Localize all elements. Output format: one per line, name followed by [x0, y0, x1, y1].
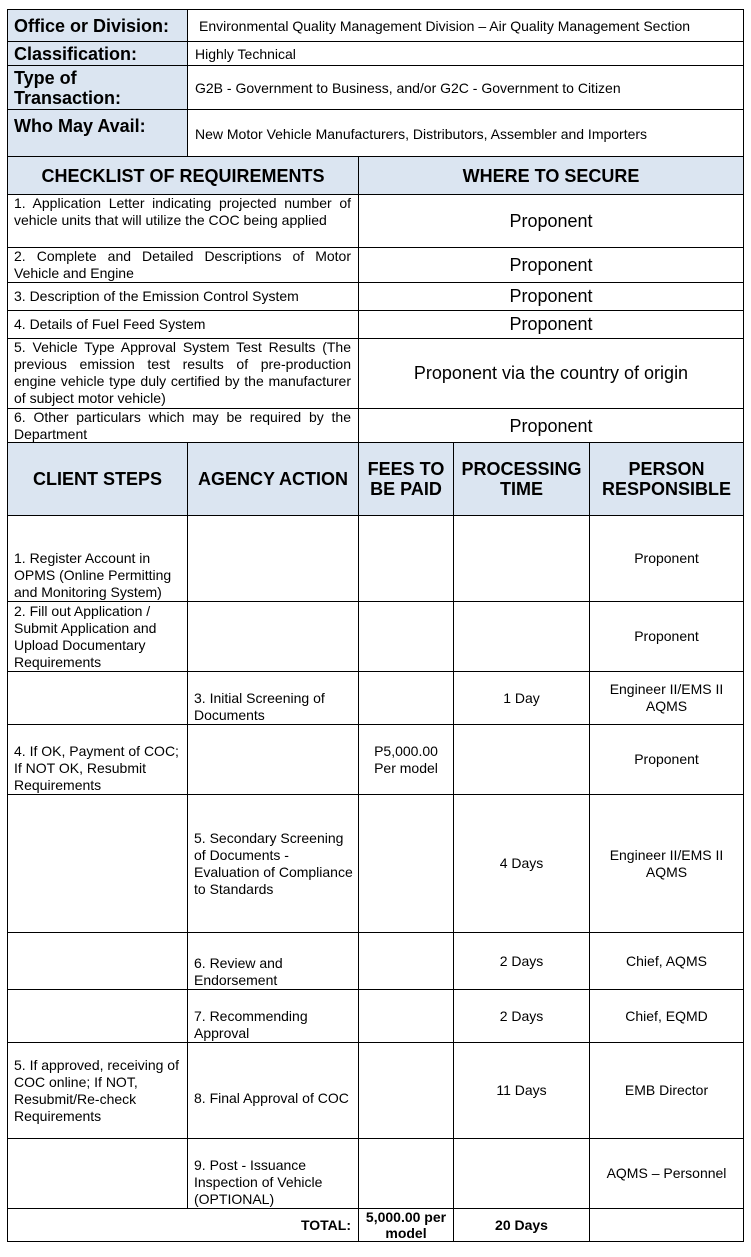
processing-time: [454, 516, 590, 602]
agency-action: 5. Secondary Screening of Documents - Evaluation of Compliance to Standards: [188, 795, 359, 933]
requirement-item: 3. Description of the Emission Control System: [8, 283, 359, 311]
requirement-source: Proponent via the country of origin: [359, 339, 744, 409]
processing-time-header: PROCESSING TIME: [454, 443, 590, 516]
person-responsible: Proponent: [590, 602, 744, 672]
agency-action: 7. Recommending Approval: [188, 990, 359, 1043]
person-responsible: AQMS – Personnel: [590, 1139, 744, 1209]
transaction-type-label: Type of Transaction:: [8, 66, 188, 110]
person-responsible-header: PERSON RESPONSIBLE: [590, 443, 744, 516]
requirement-item: 6. Other particulars which may be required by the Department: [8, 409, 359, 444]
checklist-table: [7, 156, 744, 444]
total-processing-time: 20 Days: [454, 1209, 590, 1242]
agency-action: 8. Final Approval of COC: [188, 1043, 359, 1139]
requirement-source: Proponent: [359, 409, 744, 444]
client-step: 5. If approved, receiving of COC online; If NOT, Resubmit/Re-check Requirements: [8, 1043, 188, 1139]
transaction-type-value: G2B - Government to Business, and/or G2C - Government to Citizen: [188, 66, 744, 110]
fee: P5,000.00 Per model: [359, 725, 454, 795]
client-steps-header: CLIENT STEPS: [8, 443, 188, 516]
agency-action: 3. Initial Screening of Documents: [188, 672, 359, 725]
processing-time: 2 Days: [454, 933, 590, 990]
requirement-source: Proponent: [359, 248, 744, 283]
checklist-header: CHECKLIST OF REQUIREMENTS: [8, 157, 359, 195]
fee: [359, 1139, 454, 1209]
requirement-source: Proponent: [359, 195, 744, 248]
processing-time: [454, 602, 590, 672]
service-info-table: [7, 9, 744, 158]
who-may-avail-label: Who May Avail:: [8, 110, 188, 158]
fee: [359, 795, 454, 933]
person-responsible: Proponent: [590, 516, 744, 602]
client-step: [8, 933, 188, 990]
requirement-item: 4. Details of Fuel Feed System: [8, 311, 359, 339]
client-step: [8, 672, 188, 725]
fee: [359, 1043, 454, 1139]
fee: [359, 672, 454, 725]
person-responsible: Chief, EQMD: [590, 990, 744, 1043]
processing-time: 1 Day: [454, 672, 590, 725]
processing-time: 2 Days: [454, 990, 590, 1043]
fee: [359, 990, 454, 1043]
client-step: [8, 990, 188, 1043]
fees-header: FEES TO BE PAID: [359, 443, 454, 516]
person-responsible: Engineer II/EMS II AQMS: [590, 672, 744, 725]
client-step: 2. Fill out Application / Submit Application and Upload Documentary Requirements: [8, 602, 188, 672]
requirement-item: 2. Complete and Detailed Descriptions of Motor Vehicle and Engine: [8, 248, 359, 283]
requirement-item: 1. Application Letter indicating projected number of vehicle units that will utilize the COC being applied: [8, 195, 359, 248]
processing-time: 4 Days: [454, 795, 590, 933]
classification-value: Highly Technical: [188, 42, 744, 66]
requirement-source: Proponent: [359, 311, 744, 339]
requirement-source: Proponent: [359, 283, 744, 311]
client-step: 1. Register Account in OPMS (Online Permitting and Monitoring System): [8, 516, 188, 602]
client-step: [8, 1139, 188, 1209]
agency-action: 9. Post - Issuance Inspection of Vehicle (OPTIONAL): [188, 1139, 359, 1209]
fee: [359, 516, 454, 602]
total-person-empty: [590, 1209, 744, 1242]
total-fees: 5,000.00 per model: [359, 1209, 454, 1242]
person-responsible: Proponent: [590, 725, 744, 795]
processing-time: 11 Days: [454, 1043, 590, 1139]
office-value: Environmental Quality Management Division – Air Quality Management Section: [188, 10, 744, 42]
agency-action-header: AGENCY ACTION: [188, 443, 359, 516]
agency-action: 6. Review and Endorsement: [188, 933, 359, 990]
fee: [359, 933, 454, 990]
processing-time: [454, 1139, 590, 1209]
office-label: Office or Division:: [8, 10, 188, 42]
classification-label: Classification:: [8, 42, 188, 66]
where-to-secure-header: WHERE TO SECURE: [359, 157, 744, 195]
agency-action: [188, 725, 359, 795]
person-responsible: EMB Director: [590, 1043, 744, 1139]
client-step: 4. If OK, Payment of COC; If NOT OK, Resubmit Requirements: [8, 725, 188, 795]
agency-action: [188, 516, 359, 602]
who-may-avail-value: New Motor Vehicle Manufacturers, Distributors, Assembler and Importers: [188, 110, 744, 158]
person-responsible: Engineer II/EMS II AQMS: [590, 795, 744, 933]
total-label: TOTAL:: [8, 1209, 359, 1242]
process-steps-table: [7, 442, 744, 1242]
person-responsible: Chief, AQMS: [590, 933, 744, 990]
processing-time: [454, 725, 590, 795]
fee: [359, 602, 454, 672]
requirement-item: 5. Vehicle Type Approval System Test Results (The previous emission test results of pre-production engine vehicle type duly certified by the manufacturer of subject motor vehicle): [8, 339, 359, 409]
agency-action: [188, 602, 359, 672]
client-step: [8, 795, 188, 933]
